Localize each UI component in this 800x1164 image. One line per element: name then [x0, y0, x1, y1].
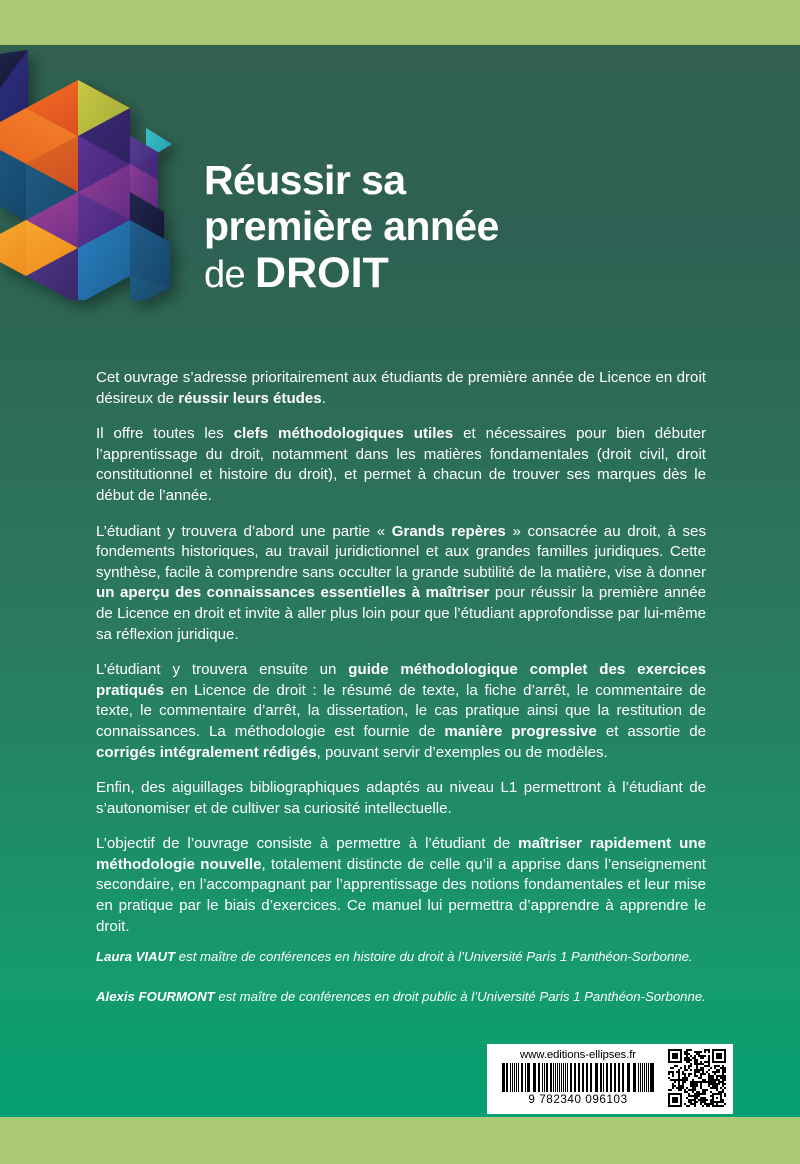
blurb-text: , pouvant servir d’exemples ou de modèles.	[316, 743, 608, 761]
book-title	[204, 157, 724, 297]
blurb-paragraph	[96, 834, 706, 937]
blurb-text: pour réussir la première année de Licence en droit et invite à aller plus loin pour que l’étudiant approfondisse par lui-même sa réflexion juridique.	[96, 584, 706, 643]
blurb-text: Enfin, des aiguillages bibliographiques adaptés au niveau L1 permettront à l’étudiant de s’autonomiser et de cultiver sa curiosité intellectuelle.	[96, 779, 706, 817]
blurb-text: .	[321, 389, 326, 407]
blurb-emphasis: corrigés intégralement rédigés	[96, 743, 317, 761]
blurb-emphasis: guide méthodologique complet des exercices pratiqués	[96, 661, 706, 699]
barcode-panel	[487, 1044, 733, 1114]
author-name: Laura VIAUT	[96, 949, 176, 964]
geometric-logo-graphic	[0, 40, 190, 300]
author-bio	[96, 988, 711, 1006]
blurb-text: L’objectif de l’ouvrage consiste à permettre à l’étudiant de	[96, 835, 519, 853]
blurb-emphasis: réussir leurs études	[178, 389, 322, 407]
blurb-paragraph	[96, 660, 706, 763]
title-subject: DROIT	[255, 249, 389, 297]
author-biographies	[96, 948, 711, 1006]
author-name: Alexis FOURMONT	[96, 989, 215, 1004]
isbn-number: 9 782340 096103	[528, 1093, 628, 1106]
blurb-text: et assortie de	[596, 722, 706, 740]
author-bio	[96, 948, 711, 966]
blurb-text: en Licence de droit : le résumé de texte, la fiche d’arrêt, le commentaire de texte, le commentaire d’arrêt, la dissertation, le cas pratique ainsi que la restitution de connaissances. La méthodologie est fournie de	[96, 681, 706, 740]
bottom-border-band	[0, 1117, 800, 1164]
title-preposition: de	[204, 254, 256, 296]
barcode-left-column	[494, 1049, 662, 1106]
qr-code-icon	[668, 1049, 726, 1107]
blurb-paragraph	[96, 368, 706, 409]
blurb-text: L’étudiant y trouvera d’abord une partie «	[96, 522, 392, 540]
blurb-paragraph	[96, 424, 706, 506]
blurb-emphasis: Grands repères	[391, 522, 506, 540]
blurb-emphasis: manière progressive	[444, 722, 597, 740]
publisher-url[interactable]: www.editions-ellipses.fr	[520, 1049, 636, 1061]
blurb-text: L’étudiant y trouvera ensuite un	[96, 661, 349, 679]
blurb-paragraph	[96, 522, 706, 646]
author-description: est maître de conférences en droit public à l’Université Paris 1 Panthéon-Sorbonne.	[214, 989, 706, 1004]
blurb-text: et nécessaires pour bien débuter l’apprentissage du droit, notamment dans les matières fondamentales (droit civil, droit constitutionnel et histoire du droit), et permet à chacun de trouver ses marques dès le début de l’année.	[96, 425, 706, 504]
blurb-text: , totalement distincte de celle qu’il a apprise dans l’enseignement secondaire, en l’accompagnant par l’apprentissage des notions fondamentales et leur mise en pratique par le biais d’exercices. Ce manuel lui permettra d’apprendre à apprendre le droit.	[96, 855, 706, 935]
blurb-emphasis: maîtriser rapidement une méthodologie nouvelle	[96, 835, 706, 873]
ean13-barcode-icon	[502, 1063, 654, 1092]
blurb-emphasis: clefs méthodologiques utiles	[233, 425, 454, 443]
author-description: est maître de conférences en histoire du droit à l’Université Paris 1 Panthéon-Sorbonne.	[175, 949, 693, 964]
blurb-emphasis: un aperçu des connaissances essentielles à maîtriser	[96, 584, 490, 602]
title-line-1: Réussir sa	[204, 157, 406, 203]
back-cover-blurb	[96, 368, 706, 937]
blurb-text: » consacrée au droit, à ses fondements historiques, au travail juridictionnel et aux grandes familles juridiques. Cette synthèse, facile à comprendre sans occulter la grande subtilité de la matière, vise à donner	[96, 522, 706, 581]
top-border-band	[0, 0, 800, 45]
title-line-2: première année	[204, 203, 499, 249]
blurb-text: Il offre toutes les	[96, 425, 234, 443]
blurb-paragraph	[96, 778, 706, 819]
blurb-text: Cet ouvrage s’adresse prioritairement aux étudiants de première année de Licence en droit désireux de	[96, 369, 706, 407]
title-line-3	[204, 249, 724, 297]
